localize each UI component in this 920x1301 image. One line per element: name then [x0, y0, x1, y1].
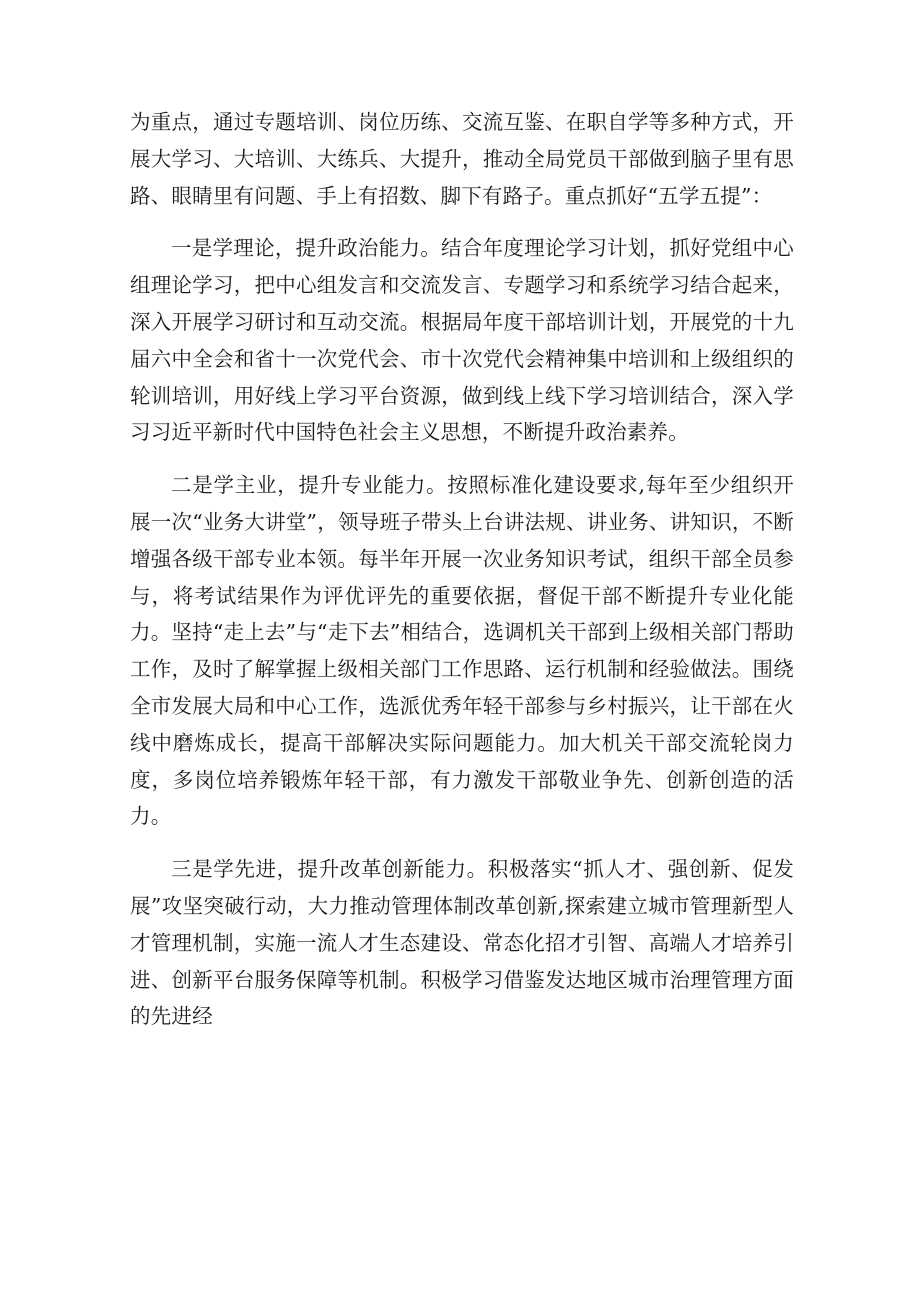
paragraph-study-profession: 二是学主业，提升专业能力。按照标准化建设要求,每年至少组织开展一次“业务大讲堂”，领导班子带头上台讲法规、讲业务、讲知识，不断增强各级干部专业本领。每半年开展一次业务知识考试，组织干部全员参与，将考试结果作为评优评先的重要依据，督促干部不断提升专业化能力。坚持“走上去”与“走下去”相结合，选调机关干部到上级相关部门帮助工作，及时了解掌握上级相关部门工作思路、运行机制和经验做法。围绕全市发展大局和中心工作，选派优秀年轻干部参与乡村振兴，让干部在火线中磨炼成长，提高干部解决实际问题能力。加大机关干部交流轮岗力度，多岗位培养锻炼年轻干部，有力激发干部敬业争先、创新创造的活力。: [130, 473, 794, 829]
paragraph-intro-continued: 为重点，通过专题培训、岗位历练、交流互鉴、在职自学等多种方式，开展大学习、大培训、大练兵、大提升，推动全局党员干部做到脑子里有思路、眼睛里有问题、手上有招数、脚下有路子。重点抓好“五学五提”：: [130, 110, 794, 208]
paragraph-study-advanced: 三是学先进，提升改革创新能力。积极落实“抓人才、强创新、促发展”攻坚突破行动，大力推动管理体制改革创新,探索建立城市管理新型人才管理机制，实施一流人才生态建设、常态化招才引智、高端人才培养引进、创新平台服务保障等机制。积极学习借鉴发达地区城市治理管理方面的先进经: [130, 857, 794, 1029]
paragraph-study-theory: 一是学理论，提升政治能力。结合年度理论学习计划，抓好党组中心组理论学习，把中心组发言和交流发言、专题学习和系统学习结合起来，深入开展学习研讨和互动交流。根据局年度干部培训计划，开展党的十九届六中全会和省十一次党代会、市十次党代会精神集中培训和上级组织的轮训培训，用好线上学习平台资源，做到线上线下学习培训结合，深入学习习近平新时代中国特色社会主义思想，不断提升政治素养。: [130, 236, 794, 445]
